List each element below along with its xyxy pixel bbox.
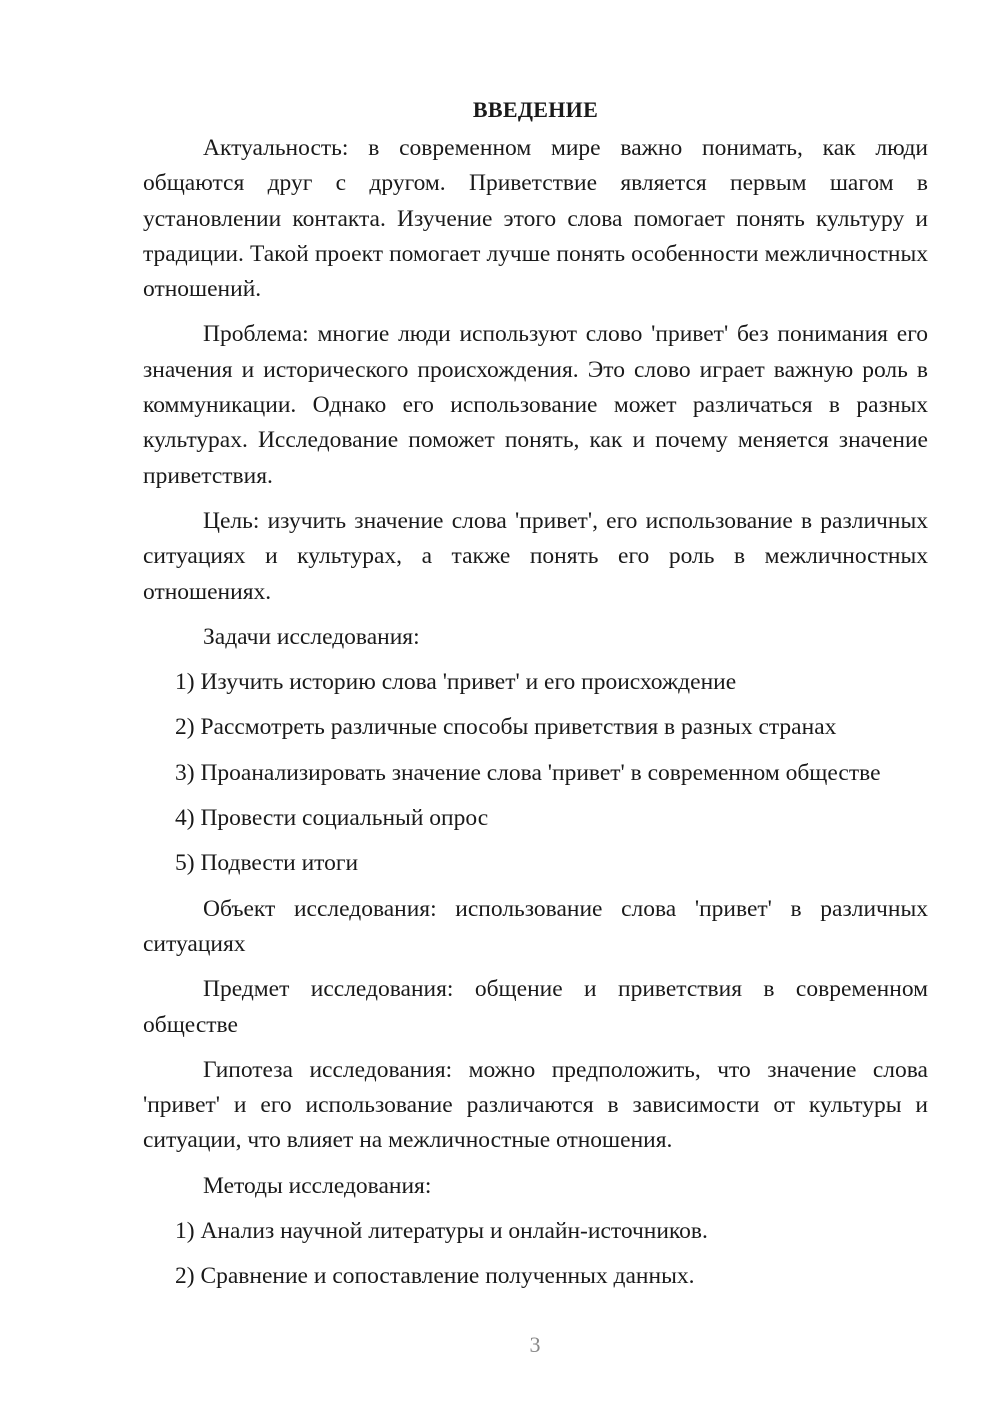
list-item: 2) Сравнение и сопоставление полученных данных.	[175, 1263, 695, 1290]
list-item: 3) Проанализировать значение слова 'привет' в современном обществе	[175, 759, 881, 786]
methods-heading: Методы исследования:	[203, 1172, 432, 1199]
tasks-heading: Задачи исследования:	[203, 623, 420, 650]
list-item: 1) Анализ научной литературы и онлайн-источников.	[175, 1218, 708, 1245]
problem-paragraph: Проблема: многие люди используют слово 'привет' без понимания его значения и исторического происхождения. Это слово играет важную роль в коммуникации. Однако его использование может различаться в разных культурах. Исследование поможет понять, как и почему меняется значение приветствия.	[143, 321, 928, 489]
relevance-paragraph: Актуальность: в современном мире важно понимать, как люди общаются друг с другом. Приветствие является первым шагом в установлении контакта. Изучение этого слова помогает понять культуру и традиции. Такой проект помогает лучше понять особенности межличностных отношений.	[143, 135, 928, 303]
subject-paragraph: Предмет исследования: общение и приветствия в современном обществе	[143, 976, 928, 1038]
list-item: 4) Провести социальный опрос	[175, 805, 489, 832]
list-item: 2) Рассмотреть различные способы приветствия в разных странах	[175, 714, 837, 741]
section-title: ВВЕДЕНИЕ	[472, 97, 599, 122]
methods-list	[143, 1214, 928, 1295]
tasks-list	[143, 665, 928, 881]
goal-paragraph: Цель: изучить значение слова 'привет', его использование в различных ситуациях и культурах, а также понять его роль в межличностных отношениях.	[143, 507, 928, 605]
hypothesis-paragraph: Гипотеза исследования: можно предположить, что значение слова 'привет' и его использование различаются в зависимости от культуры и ситуации, что влияет на межличностные отношения.	[143, 1056, 928, 1154]
page-number: 3	[529, 1332, 541, 1357]
document-page	[143, 92, 928, 1305]
list-item: 5) Подвести итоги	[175, 850, 359, 877]
list-item: 1) Изучить историю слова 'привет' и его происхождение	[175, 669, 737, 696]
object-paragraph: Объект исследования: использование слова 'привет' в различных ситуациях	[143, 895, 928, 957]
